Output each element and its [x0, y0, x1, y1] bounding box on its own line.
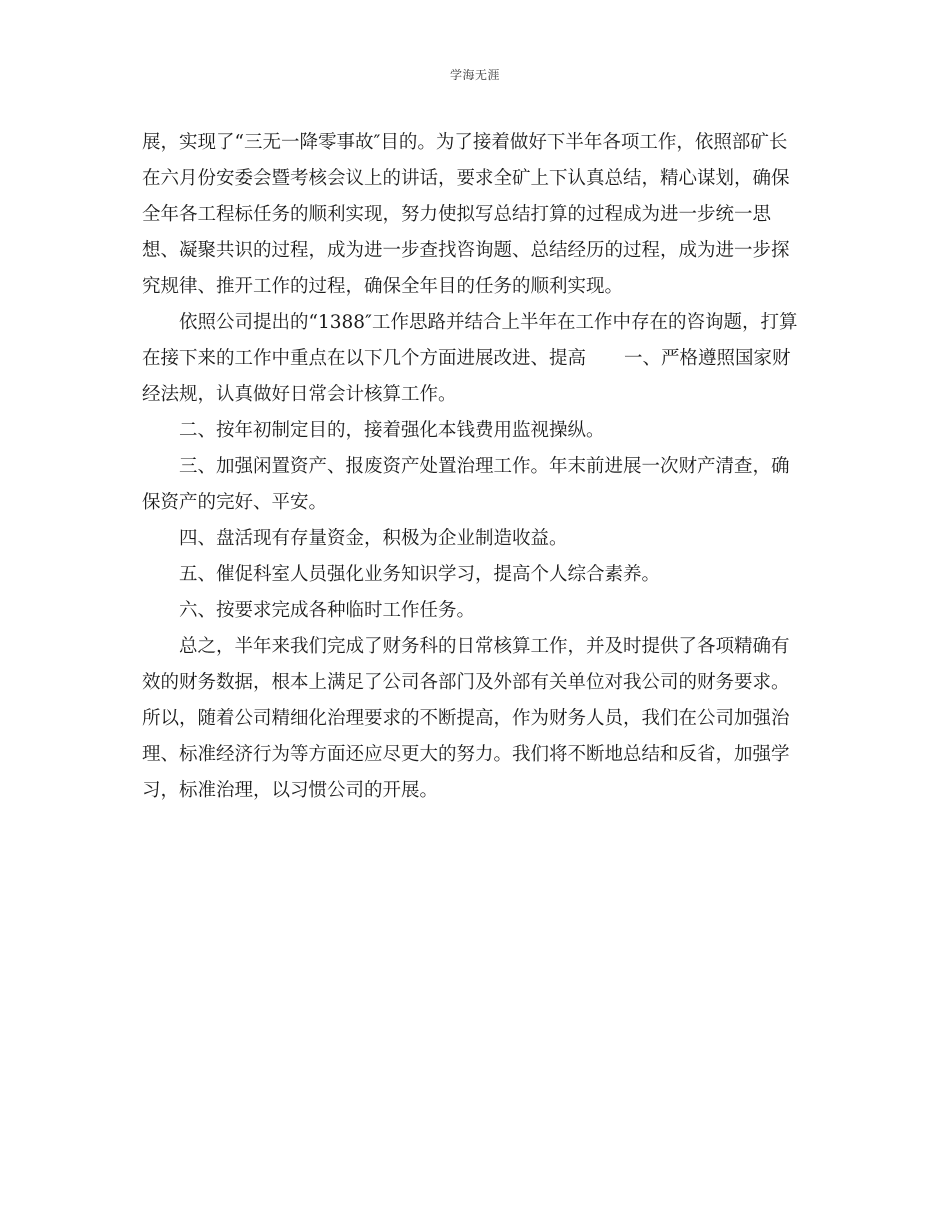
list-item-one-start: 一、严格遵照国家财	[624, 348, 791, 369]
page-header: 学海无涯	[449, 68, 500, 82]
list-item-four: 四、盘活现有存量资金，积极为企业制造收益。	[179, 528, 568, 549]
text-line: 全年各工程标任务的顺利实现，努力使拟写总结打算的过程成为进一步统一思	[142, 204, 772, 225]
list-item-five: 五、催促科室人员强化业务知识学习，提高个人综合素养。	[179, 564, 661, 585]
text-segment: 在接下来的工作中重点在以下几个方面进展改进、提高	[142, 348, 587, 369]
text-line-with-inline-item	[142, 341, 807, 377]
text-line: 所以，随着公司精细化治理要求的不断提高，作为财务人员，我们在公司加强治	[142, 708, 790, 729]
text-line: 展，实现了“三无一降零事故″目的。为了接着做好下半年各项工作，依照部矿长	[142, 132, 788, 153]
text-line: 理、标准经济行为等方面还应尽更大的努力。我们将不断地总结和反省，加强学	[142, 744, 790, 765]
text-line: 在六月份安委会暨考核会议上的讲话，要求全矿上下认真总结，精心谋划，确保	[142, 168, 790, 189]
text-line: 想、凝聚共识的过程，成为进一步查找咨询题、总结经历的过程，成为进一步探	[142, 240, 790, 261]
list-item-two: 二、按年初制定目的，接着强化本钱费用监视操纵。	[179, 420, 605, 441]
paragraph-start-line: 依照公司提出的“1388″工作思路并结合上半年在工作中存在的咨询题，打算	[179, 312, 798, 333]
text-line: 经法规，认真做好日常会计核算工作。	[142, 384, 457, 405]
text-line: 保资产的完好、平安。	[142, 492, 328, 513]
list-item-three: 三、加强闲置资产、报废资产处置治理工作。年末前进展一次财产清查，确	[179, 456, 790, 477]
text-line: 究规律、推开工作的过程，确保全年目的任务的顺利实现。	[142, 276, 624, 297]
text-line: 效的财务数据，根本上满足了公司各部门及外部有关单位对我公司的财务要求。	[142, 672, 790, 693]
list-item-six: 六、按要求完成各种临时工作任务。	[179, 600, 476, 621]
text-line: 习，标准治理，以习惯公司的开展。	[142, 780, 439, 801]
document-body	[142, 125, 807, 809]
conclusion-start-line: 总之，半年来我们完成了财务科的日常核算工作，并及时提供了各项精确有	[179, 636, 790, 657]
